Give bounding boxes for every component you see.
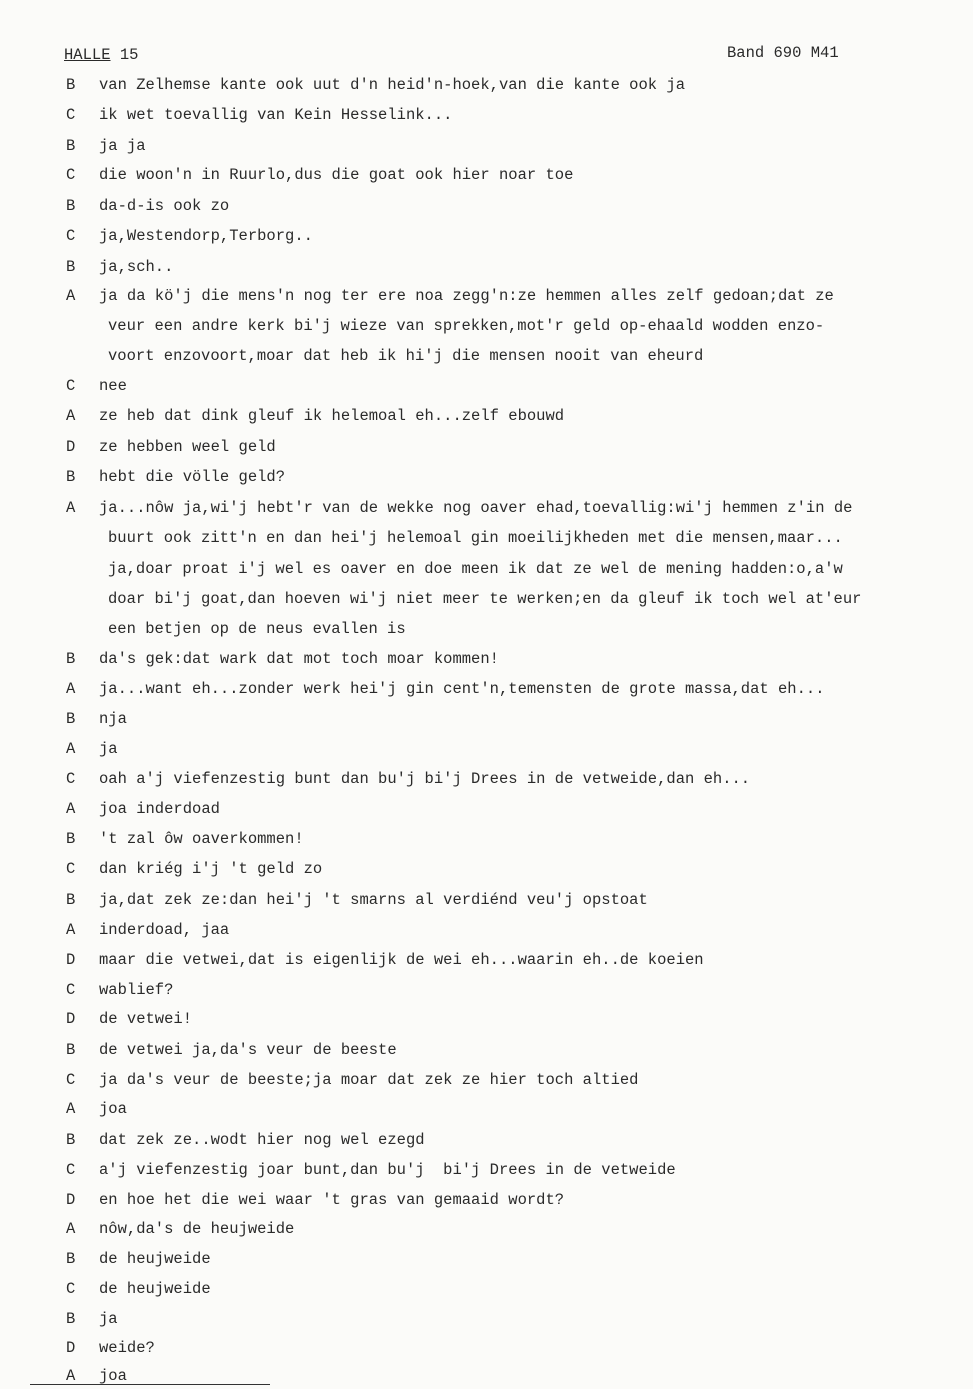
speaker-label: C	[66, 860, 76, 878]
utterance-text: ja...want eh...zonder werk hei'j gin cent'n,temensten de grote massa,dat eh...	[99, 680, 825, 698]
utterance-text: weide?	[99, 1339, 155, 1357]
speaker-label: D	[66, 951, 76, 969]
speaker-label: A	[66, 740, 76, 758]
utterance-text: joa inderdoad	[99, 800, 220, 818]
page-number: 15	[119, 46, 139, 64]
speaker-label: A	[66, 921, 76, 939]
utterance-text: ja da's veur de beeste;ja moar dat zek ze hier toch altied	[99, 1071, 639, 1089]
utterance-text: 't zal ôw oaverkommen!	[99, 830, 304, 848]
speaker-label: B	[66, 1310, 76, 1328]
footer-rule	[30, 1384, 270, 1385]
utterance-text: da's gek:dat wark dat mot toch moar kommen!	[99, 650, 499, 668]
speaker-label: B	[66, 258, 76, 276]
speaker-label: B	[66, 468, 76, 486]
utterance-text: ja,dat zek ze:dan hei'j 't smarns al verdiénd veu'j opstoat	[99, 891, 648, 909]
utterance-text: de heujweide	[99, 1250, 211, 1268]
speaker-label: B	[66, 137, 76, 155]
utterance-text: oah a'j viefenzestig bunt dan bu'j bi'j Drees in de vetweide,dan eh...	[99, 770, 751, 788]
utterance-text: nja	[99, 710, 127, 728]
document-title: HALLE	[64, 46, 111, 64]
speaker-label: A	[66, 1367, 76, 1385]
utterance-text: doar bi'j goat,dan hoeven wi'j niet meer te werken;en da gleuf ik toch wel at'eur	[108, 590, 862, 608]
speaker-label: A	[66, 1220, 76, 1238]
speaker-label: C	[66, 981, 76, 999]
utterance-text: ja,sch..	[99, 258, 174, 276]
utterance-text: ze heb dat dink gleuf ik helemoal eh...zelf ebouwd	[99, 407, 565, 425]
utterance-text: ze hebben weel geld	[99, 438, 276, 456]
utterance-text: buurt ook zitt'n en dan hei'j helemoal gin moeilijkheden met die mensen,maar...	[108, 529, 843, 547]
utterance-text: ja,Westendorp,Terborg..	[99, 227, 313, 245]
speaker-label: C	[66, 1280, 76, 1298]
utterance-text: van Zelhemse kante ook uut d'n heid'n-hoek,van die kante ook ja	[99, 76, 685, 94]
utterance-text: voort enzovoort,moar dat heb ik hi'j die mensen nooit van eheurd	[108, 347, 704, 365]
utterance-text: de vetwei!	[99, 1010, 193, 1028]
utterance-text: ja,doar proat i'j wel es oaver en doe meen ik dat ze wel de mening hadden:o,a'w	[108, 560, 843, 578]
page-header	[64, 46, 138, 64]
speaker-label: C	[66, 770, 76, 788]
speaker-label: A	[66, 407, 76, 425]
utterance-text: ja da kö'j die mens'n nog ter ere noa zegg'n:ze hemmen alles zelf gedoan;dat ze	[99, 287, 834, 305]
utterance-text: da-d-is ook zo	[99, 197, 230, 215]
speaker-label: D	[66, 438, 76, 456]
speaker-label: A	[66, 800, 76, 818]
utterance-text: de heujweide	[99, 1280, 211, 1298]
speaker-label: B	[66, 710, 76, 728]
speaker-label: C	[66, 377, 76, 395]
speaker-label: B	[66, 830, 76, 848]
utterance-text: die woon'n in Ruurlo,dus die goat ook hier noar toe	[99, 166, 574, 184]
utterance-text: nôw,da's de heujweide	[99, 1220, 295, 1238]
utterance-text: a'j viefenzestig joar bunt,dan bu'j bi'j Drees in de vetweide	[99, 1161, 676, 1179]
utterance-text: hebt die völle geld?	[99, 468, 286, 486]
utterance-text: ja	[99, 1310, 118, 1328]
utterance-text: joa	[99, 1367, 127, 1385]
speaker-label: B	[66, 197, 76, 215]
utterance-text: joa	[99, 1100, 127, 1118]
utterance-text: dan kriég i'j 't geld zo	[99, 860, 323, 878]
utterance-text: een betjen op de neus evallen is	[108, 620, 406, 638]
utterance-text: veur een andre kerk bi'j wieze van sprekken,mot'r geld op-ehaald wodden enzo-	[108, 317, 825, 335]
speaker-label: A	[66, 287, 76, 305]
band-reference: Band 690 M41	[727, 44, 839, 62]
speaker-label: D	[66, 1191, 76, 1209]
utterance-text: wablief?	[99, 981, 174, 999]
utterance-text: ja ja	[99, 137, 146, 155]
speaker-label: B	[66, 1250, 76, 1268]
utterance-text: nee	[99, 377, 127, 395]
speaker-label: C	[66, 1071, 76, 1089]
speaker-label: D	[66, 1010, 76, 1028]
speaker-label: C	[66, 227, 76, 245]
speaker-label: B	[66, 650, 76, 668]
speaker-label: A	[66, 680, 76, 698]
speaker-label: C	[66, 166, 76, 184]
speaker-label: B	[66, 1041, 76, 1059]
utterance-text: ja	[99, 740, 118, 758]
utterance-text: ik wet toevallig van Kein Hesselink...	[99, 106, 453, 124]
utterance-text: de vetwei ja,da's veur de beeste	[99, 1041, 397, 1059]
speaker-label: D	[66, 1339, 76, 1357]
utterance-text: inderdoad, jaa	[99, 921, 230, 939]
speaker-label: C	[66, 1161, 76, 1179]
utterance-text: dat zek ze..wodt hier nog wel ezegd	[99, 1131, 425, 1149]
speaker-label: A	[66, 1100, 76, 1118]
speaker-label: A	[66, 499, 76, 517]
utterance-text: en hoe het die wei waar 't gras van gemaaid wordt?	[99, 1191, 565, 1209]
utterance-text: maar die vetwei,dat is eigenlijk de wei eh...waarin eh..de koeien	[99, 951, 704, 969]
speaker-label: B	[66, 891, 76, 909]
speaker-label: B	[66, 1131, 76, 1149]
utterance-text: ja...nôw ja,wi'j hebt'r van de wekke nog oaver ehad,toevallig:wi'j hemmen z'in de	[99, 499, 853, 517]
speaker-label: B	[66, 76, 76, 94]
speaker-label: C	[66, 106, 76, 124]
